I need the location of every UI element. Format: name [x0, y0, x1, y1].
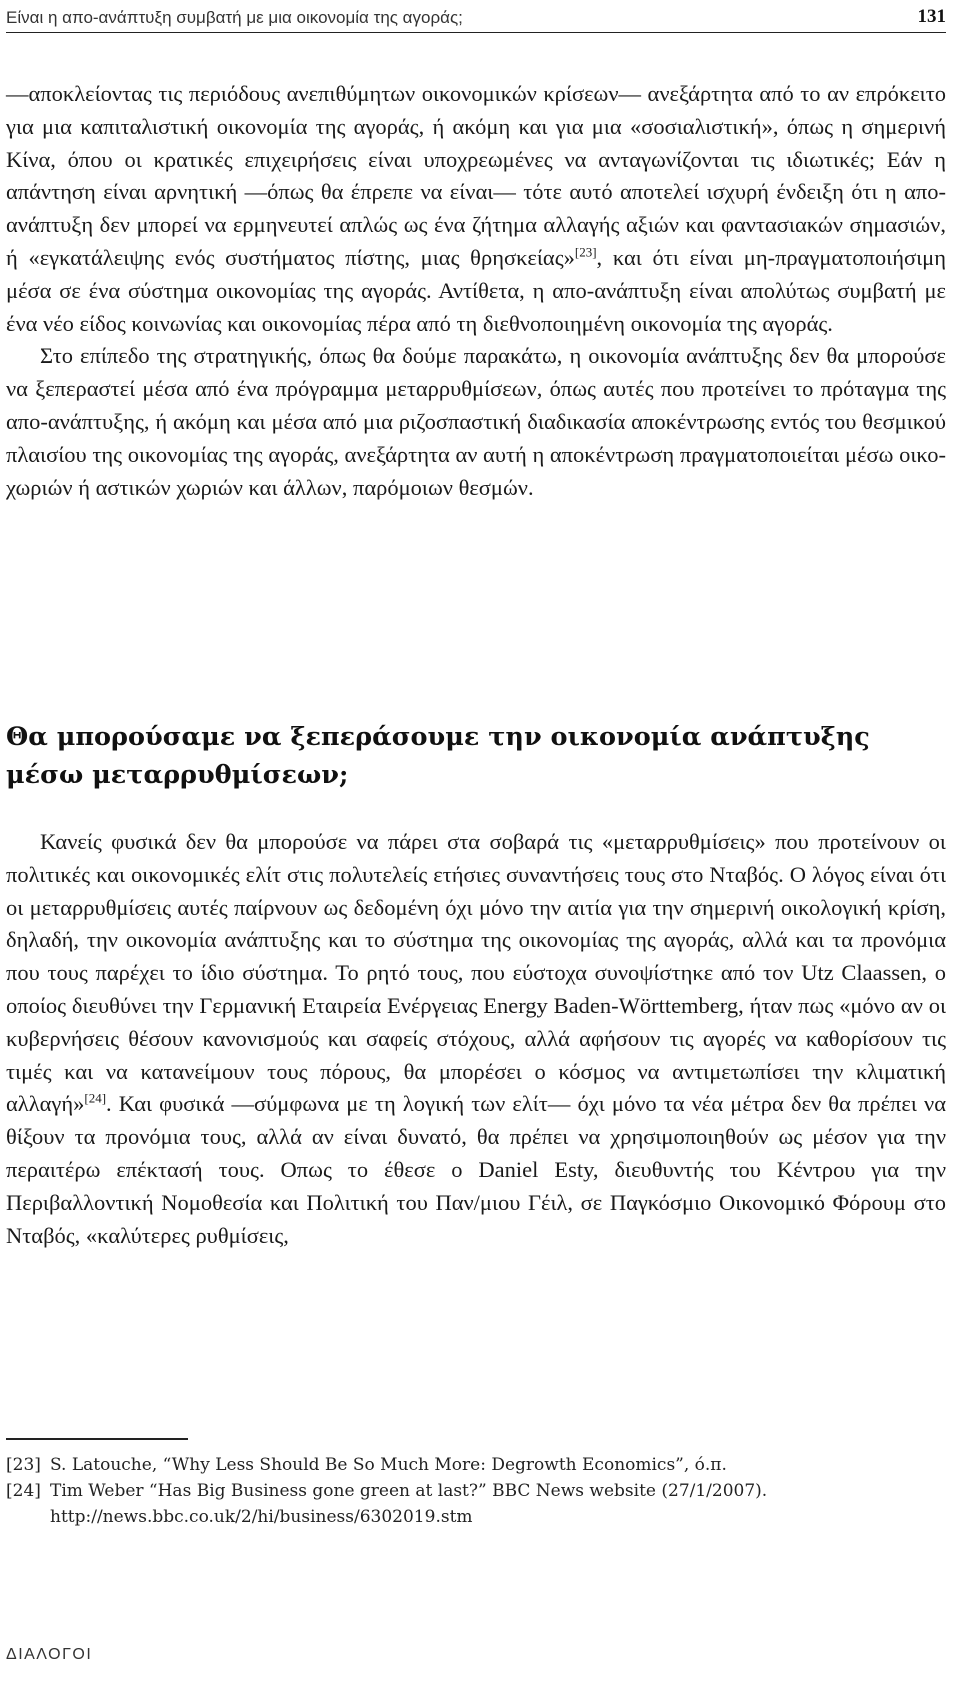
footnotes	[6, 1452, 946, 1530]
running-title: Είναι η απο-ανάπτυξη συμβατή με μια οικονομία της αγοράς;	[6, 8, 463, 27]
section-heading: Θα μπορούσαμε να ξεπεράσουμε την οικονομία ανάπτυξης μέσω μεταρρυθμίσεων;	[6, 722, 870, 790]
paragraph-text: Κανείς φυσικά δεν θα μπορούσε να πάρει στα σοβαρά τις «μεταρρυθμίσεις» που προτείνουν οι πολιτικές και οικονομικές ελίτ στις πολυτελείς ετήσιες συναντήσεις τους στο Νταβός. Ο λόγος είναι ότι οι μεταρρυθμίσεις αυτές παίρνουν ως δεδομένη όχι μόνο την αιτία για την σημερινή οικολογική κρίση, δηλαδή, την οικονομία ανάπτυξης και το σύστημα της οικονομίας της αγοράς, αλλά και τα προνόμια που τους παρέχει το ίδιο σύστημα. Το ρητό τους, που εύστοχα συνοψίστηκε από τον Utz Claassen, ο οποίος διευθύνει την Γερμανική Εταιρεία Ενέργειας Energy Baden-Wörttemberg, ήταν πως «μόνο αν οι κυβερνήσεις θέσουν κανονισμούς και σαφείς στόχους, αλλά αφήσουν τις αγορές να καθορίσουν τις τιμές και να κατανείμουν τους πόρους, θα μπορέσει ο κόσμος να αντιμετωπίσει την κλιματική αλλαγή»	[6, 829, 946, 1117]
footnote	[6, 1478, 946, 1530]
footer-label: ΔΙΑΛΟΓΟΙ	[6, 1646, 93, 1663]
paragraph	[6, 826, 946, 1252]
paragraph: Στο επίπεδο της στρατηγικής, όπως θα δούμε παρακάτω, η οικονομία ανάπτυξης δεν θα μπορούσε να ξεπεραστεί μέσα από ένα πρόγραμμα μεταρρυθμίσεων, όπως αυτές που προτείνει το πρόταγμα της απο-ανάπτυξης, ή ακόμη και μέσα από μια ριζοσπαστική διαδικασία αποκέντρωσης εντός του θεσμικού πλαισίου της οικονομίας της αγοράς, ανεξάρτητα αν αυτή η αποκέντρωση πραγματοποιείται μέσω οικο-χωριών ή αστικών χωριών και άλλων, παρόμοιων θεσμών.	[6, 343, 946, 500]
page-number: 131	[917, 6, 946, 27]
footnote	[6, 1452, 946, 1478]
footnote-reference: [24]	[84, 1090, 107, 1106]
intro-text	[6, 78, 946, 504]
footnote-text: Tim Weber “Has Big Business gone green at last?” BBC News website (27/1/2007). http://news.bbc.co.uk/2/hi/business/6302019.stm	[50, 1481, 768, 1527]
paragraph	[6, 78, 946, 340]
footnote-number: [24]	[6, 1481, 41, 1501]
paragraph-text: —αποκλείοντας τις περιόδους ανεπιθύμητων οικονομικών κρίσεων— ανεξάρτητα από το αν επρόκειτο για μια καπιταλιστική οικονομία της αγοράς, ή ακόμη και για μια «σοσιαλιστική», όπως η σημερινή Κίνα, όπου οι κρατικές επιχειρήσεις είναι υποχρεωμένες να ανταγωνίζονται τις ιδιωτικές; Εάν η απάντηση είναι αρνητική —όπως θα έπρεπε να είναι— τότε αυτό αποτελεί ισχυρή ένδειξη ότι η απο-ανάπτυξη δεν μπορεί να ερμηνευτεί απλώς ως ένα ζήτημα αλλαγής αξιών και φαντασιακών σημασιών, ή «εγκατάλειψης ενός συστήματος πίστης, μιας θρησκείας»	[6, 81, 946, 270]
paragraph-text: . Και φυσικά —σύμφωνα με τη λογική των ελίτ— όχι μόνο τα νέα μέτρα δεν θα πρέπει να θίξουν τα προνόμια τους, αλλά αν είναι δυνατό, θα πρέπει να χρησιμοποιηθούν ως μέσον για την περαιτέρω επέκτασή τους. Οπως το έθεσε ο Daniel Esty, διευθυντής του Κέντρου για την Περιβαλλοντική Νομοθεσία και Πολιτική του Παν/μιου Γέιλ, σε Παγκόσμιο Οικονομικό Φόρουμ στο Νταβός, «καλύτερες ρυθμίσεις,	[6, 1091, 946, 1248]
running-header	[6, 4, 946, 33]
footnote-number: [23]	[6, 1455, 41, 1475]
footnote-reference: [23]	[574, 244, 597, 260]
section-text	[6, 826, 946, 1252]
footnote-divider	[6, 1438, 188, 1440]
paragraph-text: , και ότι είναι μη-πραγματοποιήσιμη μέσα σε ένα σύστημα οικονομίας της αγοράς. Αντίθετα, η απο-ανάπτυξη είναι απολύτως συμβατή με ένα νέο είδος κοινωνίας και οικονομίας πέρα από τη διεθνοποιημένη οικονομία της αγοράς.	[6, 244, 946, 336]
footnote-text: S. Latouche, “Why Less Should Be So Much More: Degrowth Economics”, ό.π.	[50, 1455, 727, 1475]
